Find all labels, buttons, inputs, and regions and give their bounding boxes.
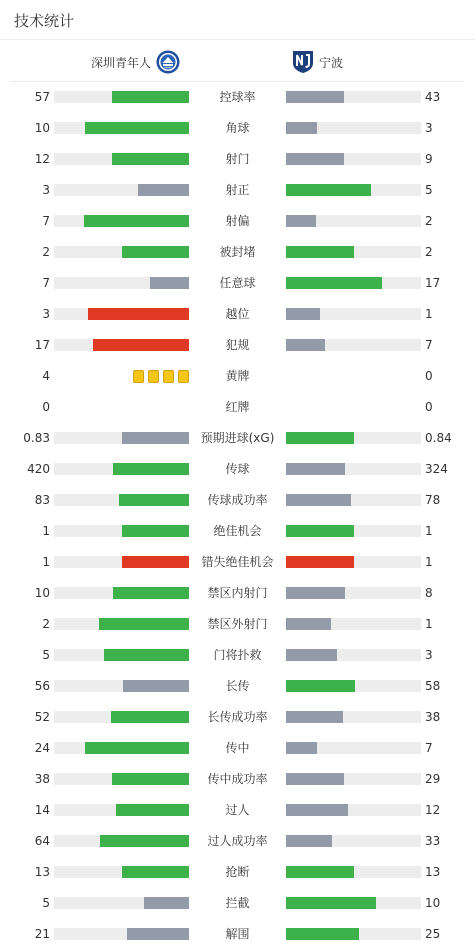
stat-label: 犯规 — [225, 338, 250, 352]
home-bar-fill — [123, 680, 189, 692]
yellow-card-icon — [178, 370, 189, 383]
away-bar-fill — [286, 711, 343, 723]
home-value: 5 — [42, 896, 50, 910]
stat-label: 禁区内射门 — [207, 586, 268, 600]
away-bar-fill — [286, 91, 344, 103]
away-bar-track — [286, 835, 421, 847]
home-bar-track — [54, 91, 189, 103]
home-bar-fill — [104, 649, 189, 661]
home-value: 64 — [34, 834, 50, 848]
stat-label: 传中 — [225, 741, 250, 755]
home-value: 17 — [34, 338, 50, 352]
stat-row — [0, 578, 475, 609]
away-bar-fill — [286, 525, 354, 537]
away-value: 1 — [425, 555, 433, 569]
home-value: 83 — [34, 493, 50, 507]
home-value: 10 — [34, 586, 50, 600]
home-value: 0 — [42, 400, 50, 414]
stat-row — [0, 206, 475, 237]
home-value: 2 — [42, 617, 50, 631]
home-value: 12 — [34, 152, 50, 166]
away-bar-fill — [286, 649, 337, 661]
home-bar-track — [54, 277, 189, 289]
stat-row — [0, 113, 475, 144]
stat-label: 错失绝佳机会 — [201, 555, 274, 569]
home-bar-fill — [113, 587, 189, 599]
home-bar-track — [54, 215, 189, 227]
away-value: 1 — [425, 524, 433, 538]
home-bar-track — [54, 246, 189, 258]
stat-label: 过人成功率 — [207, 834, 268, 848]
home-bar-track — [54, 153, 189, 165]
away-bar-fill — [286, 773, 344, 785]
away-bar-track — [286, 649, 421, 661]
away-bar-fill — [286, 215, 316, 227]
stat-row — [0, 826, 475, 857]
away-bar-track — [286, 804, 421, 816]
away-bar-track — [286, 122, 421, 134]
away-value: 3 — [425, 648, 433, 662]
stat-row — [0, 702, 475, 733]
away-bar-track — [286, 277, 421, 289]
stat-row — [0, 330, 475, 361]
home-bar-fill — [88, 308, 189, 320]
home-bar-fill — [144, 897, 189, 909]
teams-bar — [10, 41, 465, 82]
home-bar-fill — [122, 866, 190, 878]
stat-row — [0, 516, 475, 547]
home-value: 0.83 — [23, 431, 50, 445]
home-bar-track — [54, 432, 189, 444]
home-bar-fill — [112, 773, 189, 785]
stat-label: 越位 — [225, 307, 250, 321]
away-bar-track — [286, 308, 421, 320]
stat-label: 抢断 — [225, 865, 250, 879]
away-value: 43 — [425, 90, 441, 104]
away-bar-track — [286, 463, 421, 475]
away-bar-track — [286, 246, 421, 258]
home-bar-fill — [85, 122, 189, 134]
stat-row — [0, 299, 475, 330]
away-bar-track — [286, 618, 421, 630]
stat-row — [0, 454, 475, 485]
away-bar-fill — [286, 184, 371, 196]
away-bar-track — [286, 339, 421, 351]
away-bar-track — [286, 928, 421, 940]
home-bar-fill — [138, 184, 189, 196]
home-value: 7 — [42, 276, 50, 290]
home-bar-fill — [122, 432, 190, 444]
home-value: 57 — [34, 90, 50, 104]
stat-row — [0, 764, 475, 795]
yellow-card-icon — [148, 370, 159, 383]
stat-row — [0, 671, 475, 702]
away-value: 2 — [425, 245, 433, 259]
home-bar-fill — [99, 618, 189, 630]
away-bar-fill — [286, 246, 354, 258]
stat-label: 长传成功率 — [207, 710, 268, 724]
away-value: 3 — [425, 121, 433, 135]
stat-label: 解围 — [225, 927, 250, 941]
stat-label: 禁区外射门 — [207, 617, 268, 631]
stat-row — [0, 733, 475, 764]
home-bar-track — [54, 742, 189, 754]
home-value: 38 — [34, 772, 50, 786]
away-value: 33 — [425, 834, 441, 848]
home-bar-track — [54, 835, 189, 847]
home-bar-fill — [112, 153, 189, 165]
away-bar-track — [286, 897, 421, 909]
away-bar-fill — [286, 804, 348, 816]
stat-label: 传中成功率 — [207, 772, 268, 786]
home-bar-track — [54, 680, 189, 692]
stat-label: 射偏 — [225, 214, 250, 228]
home-bar-track — [54, 711, 189, 723]
away-value: 25 — [425, 927, 441, 941]
home-value: 24 — [34, 741, 50, 755]
away-value: 324 — [425, 462, 448, 476]
away-bar-track — [286, 773, 421, 785]
home-value: 3 — [42, 307, 50, 321]
away-value: 12 — [425, 803, 441, 817]
home-bar-fill — [111, 711, 189, 723]
stat-label: 任意球 — [219, 276, 256, 290]
away-value: 1 — [425, 307, 433, 321]
page-title: 技术统计 — [14, 12, 75, 30]
home-value: 56 — [34, 679, 50, 693]
home-bar-track — [54, 184, 189, 196]
away-bar-fill — [286, 587, 345, 599]
home-bar-track — [54, 928, 189, 940]
home-value: 2 — [42, 245, 50, 259]
stat-row — [0, 547, 475, 578]
away-bar-track — [286, 711, 421, 723]
away-bar-track — [286, 525, 421, 537]
home-value: 420 — [27, 462, 50, 476]
away-bar-fill — [286, 866, 354, 878]
away-value: 0 — [425, 400, 433, 414]
stat-row — [0, 361, 475, 392]
home-bar-fill — [150, 277, 189, 289]
ningbo-club-crest-icon — [292, 50, 314, 74]
stat-label: 门将扑救 — [213, 648, 262, 662]
stat-row — [0, 268, 475, 299]
home-bar-track — [54, 773, 189, 785]
stats-header — [0, 0, 475, 40]
away-bar-track — [286, 742, 421, 754]
stat-label: 角球 — [225, 121, 250, 135]
away-value: 9 — [425, 152, 433, 166]
home-bar-track — [54, 649, 189, 661]
home-bar-track — [54, 866, 189, 878]
away-bar-track — [286, 866, 421, 878]
home-bar-track — [54, 463, 189, 475]
stat-row — [0, 485, 475, 516]
away-bar-track — [286, 184, 421, 196]
away-value: 29 — [425, 772, 441, 786]
away-bar-fill — [286, 463, 345, 475]
stat-row — [0, 919, 475, 950]
away-value: 58 — [425, 679, 441, 693]
away-bar-fill — [286, 742, 317, 754]
stat-label: 黄牌 — [225, 369, 250, 383]
stat-label: 射门 — [225, 152, 250, 166]
away-value: 10 — [425, 896, 441, 910]
away-value: 7 — [425, 338, 433, 352]
home-bar-fill — [85, 742, 189, 754]
away-value: 2 — [425, 214, 433, 228]
stat-label: 传球 — [225, 462, 250, 476]
stat-row — [0, 175, 475, 206]
stat-label: 传球成功率 — [207, 493, 268, 507]
away-value: 78 — [425, 493, 441, 507]
away-bar-fill — [286, 928, 359, 940]
away-value: 1 — [425, 617, 433, 631]
home-bar-track — [54, 122, 189, 134]
away-bar-fill — [286, 308, 320, 320]
home-value: 1 — [42, 524, 50, 538]
home-bar-track — [54, 587, 189, 599]
away-bar-fill — [286, 339, 325, 351]
home-bar-track — [54, 339, 189, 351]
home-team[interactable] — [91, 49, 180, 75]
yellow-cards — [133, 370, 189, 383]
home-value: 5 — [42, 648, 50, 662]
home-value: 3 — [42, 183, 50, 197]
away-bar-fill — [286, 680, 355, 692]
stat-label: 控球率 — [219, 90, 256, 104]
away-bar-fill — [286, 897, 376, 909]
away-value: 5 — [425, 183, 433, 197]
stat-row — [0, 795, 475, 826]
stat-row — [0, 82, 475, 113]
away-value: 38 — [425, 710, 441, 724]
yellow-card-icon — [163, 370, 174, 383]
home-value: 7 — [42, 214, 50, 228]
stat-label: 过人 — [225, 803, 250, 817]
home-bar-fill — [122, 525, 190, 537]
home-bar-track — [54, 525, 189, 537]
stat-label: 被封堵 — [219, 245, 256, 259]
home-value: 14 — [34, 803, 50, 817]
stat-label: 绝佳机会 — [213, 524, 262, 538]
stat-label: 射正 — [225, 183, 250, 197]
stat-label: 拦截 — [225, 896, 250, 910]
home-bar-fill — [116, 804, 189, 816]
stat-row — [0, 888, 475, 919]
stat-row — [0, 857, 475, 888]
home-bar-fill — [93, 339, 189, 351]
away-bar-track — [286, 91, 421, 103]
home-bar-fill — [122, 556, 190, 568]
away-bar-track — [286, 153, 421, 165]
away-value: 13 — [425, 865, 441, 879]
shenzhen-club-crest-icon — [156, 50, 180, 74]
away-bar-track — [286, 587, 421, 599]
home-bar-fill — [122, 246, 190, 258]
home-value: 4 — [42, 369, 50, 383]
away-value: 0 — [425, 369, 433, 383]
away-bar-fill — [286, 277, 382, 289]
away-value: 0.84 — [425, 431, 452, 445]
stat-label: 预期进球(xG) — [200, 431, 275, 445]
home-bar-track — [54, 494, 189, 506]
home-bar-track — [54, 556, 189, 568]
stat-label: 红牌 — [225, 400, 250, 414]
home-bar-fill — [119, 494, 189, 506]
home-bar-fill — [112, 91, 189, 103]
stat-row — [0, 144, 475, 175]
stat-row — [0, 640, 475, 671]
away-value: 7 — [425, 741, 433, 755]
stat-row — [0, 392, 475, 423]
home-bar-track — [54, 804, 189, 816]
home-value: 10 — [34, 121, 50, 135]
home-bar-fill — [113, 463, 189, 475]
stat-row — [0, 423, 475, 454]
stat-row — [0, 609, 475, 640]
away-bar-fill — [286, 432, 354, 444]
home-value: 1 — [42, 555, 50, 569]
away-value: 8 — [425, 586, 433, 600]
stat-row — [0, 237, 475, 268]
away-bar-fill — [286, 153, 344, 165]
home-bar-track — [54, 308, 189, 320]
home-bar-fill — [100, 835, 189, 847]
home-value: 52 — [34, 710, 50, 724]
away-team-name: 宁波 — [319, 55, 344, 70]
home-value: 13 — [34, 865, 50, 879]
away-bar-track — [286, 432, 421, 444]
away-bar-fill — [286, 494, 351, 506]
stat-label: 长传 — [225, 679, 250, 693]
home-bar-fill — [84, 215, 189, 227]
away-bar-fill — [286, 835, 332, 847]
home-value: 21 — [34, 927, 50, 941]
away-bar-track — [286, 494, 421, 506]
away-bar-fill — [286, 618, 331, 630]
away-team[interactable] — [292, 49, 343, 75]
yellow-card-icon — [133, 370, 144, 383]
away-bar-fill — [286, 122, 317, 134]
away-value: 17 — [425, 276, 441, 290]
away-bar-track — [286, 556, 421, 568]
away-bar-track — [286, 680, 421, 692]
home-bar-fill — [127, 928, 189, 940]
home-team-name: 深圳青年人 — [90, 55, 151, 70]
away-bar-fill — [286, 556, 354, 568]
away-bar-track — [286, 215, 421, 227]
home-bar-track — [54, 897, 189, 909]
home-bar-track — [54, 618, 189, 630]
